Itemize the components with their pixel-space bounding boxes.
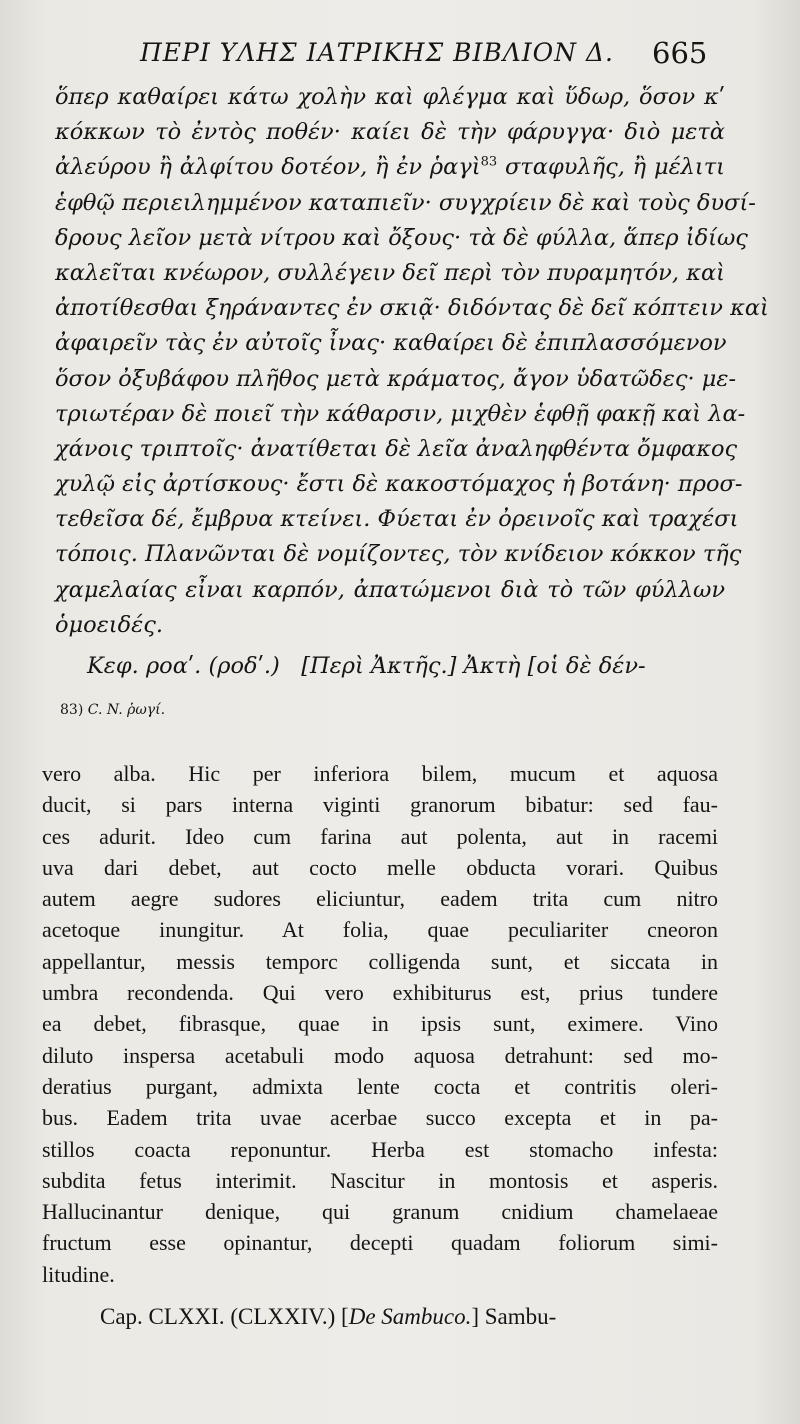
latin-text-block bbox=[42, 758, 718, 1332]
greek-line: χυλῷ εἰς ἀρτίσκους· ἔστι δὲ κακοστόμαχος ἡ βοτάνη· προσ- bbox=[55, 471, 743, 498]
footnote bbox=[60, 702, 165, 718]
latin-line: appellantur, messis temporc colligenda sunt, et siccata in bbox=[42, 948, 718, 974]
footnote-text: C. N. ῥωγί. bbox=[87, 702, 166, 718]
greek-line: τόποις. Πλανῶνται δὲ νομίζοντες, τὸν κνίδειον κόκκον τῆς bbox=[55, 541, 742, 568]
latin-chapter-title: De Sambuco. bbox=[348, 1304, 472, 1330]
greek-line: δρους λεῖον μετὰ νίτρου καὶ ὄξους· τὰ δὲ φύλλα, ἅπερ ἰδίως bbox=[55, 224, 748, 251]
latin-line: ces adurit. Ideo cum farina aut polenta, aut in racemi bbox=[42, 823, 718, 849]
greek-line: ἀποτίθεσθαι ξηράναντες ἐν σκιᾷ· διδόντας δὲ δεῖ κόπτειν καὶ bbox=[55, 295, 769, 322]
latin-line: Hallucinantur denique, qui granum cnidium chamelaeae bbox=[42, 1199, 718, 1225]
greek-text-block bbox=[55, 80, 769, 684]
latin-line: subdita fetus interimit. Nascitur in montosis et asperis. bbox=[42, 1167, 718, 1193]
latin-chapter-heading bbox=[42, 1301, 718, 1332]
latin-line: fructum esse opinantur, decepti quadam foliorum simi- bbox=[42, 1230, 718, 1256]
latin-line: litudine. bbox=[42, 1261, 115, 1287]
latin-line: autem aegre sudores eliciuntur, eadem trita cum nitro bbox=[42, 886, 718, 912]
running-title: ΠΕΡΙ ΥΛΗΣ ΙΑΤΡΙΚΗΣ ΒΙΒΛΙΟΝ Δ. bbox=[140, 38, 614, 67]
greek-chapter-heading bbox=[55, 649, 725, 684]
footnote-marker: 83 bbox=[480, 154, 498, 170]
greek-line: ἀφαιρεῖν τὰς ἐν αὐτοῖς ἶνας· καθαίρει δὲ ἐπιπλασσόμενον bbox=[55, 330, 727, 357]
latin-line: uva dari debet, aut cocto melle obducta vorari. Quibus bbox=[42, 854, 718, 880]
greek-line: τριωτέραν δὲ ποιεῖ τὴν κάθαρσιν, μιχθὲν ἑφθῇ φακῇ καὶ λα- bbox=[55, 400, 746, 427]
greek-line: καλεῖται κνέωρον, συλλέγειν δεῖ περὶ τὸν πυραμητόν, καὶ bbox=[55, 259, 725, 286]
greek-line: ὅπερ καθαίρει κάτω χολὴν καὶ φλέγμα καὶ ὕδωρ, ὅσον κʹ bbox=[55, 84, 725, 110]
greek-line: κόκκων τὸ ἐντὸς ποθέν· καίει δὲ τὴν φάρυγγα· διὸ μετὰ bbox=[55, 119, 725, 146]
greek-line: χαμελαίας εἶναι καρπόν, ἀπατώμενοι διὰ τὸ τῶν φύλλων bbox=[55, 576, 725, 603]
greek-line: ὁμοειδές. bbox=[55, 611, 163, 638]
footnote-number: 83) bbox=[60, 702, 84, 718]
latin-line: diluto inspersa acetabuli modo aquosa detrahunt: sed mo- bbox=[42, 1042, 718, 1068]
greek-chapter-title: [Περὶ Ἀκτῆς.] Ἀκτὴ [οἱ δὲ δέν- bbox=[301, 653, 646, 679]
greek-line: ἑφθῷ περιειλημμένον καταπιεῖν· συγχρίειν δὲ καὶ τοὺς δυσί- bbox=[55, 189, 756, 216]
latin-line: umbra recondenda. Qui vero exhibiturus est, prius tundere bbox=[42, 980, 718, 1006]
latin-chapter-continuation: ] Sambu- bbox=[471, 1304, 557, 1330]
latin-chapter-number: Cap. CLXXI. (CLXXIV.) [ bbox=[100, 1304, 349, 1330]
greek-line-text: σταφυλῆς, ἢ μέλιτι bbox=[504, 154, 725, 181]
page-header bbox=[0, 34, 800, 74]
latin-line: ea debet, fibrasque, quae in ipsis sunt, eximere. Vino bbox=[42, 1011, 718, 1037]
latin-line: ducit, si pars interna viginti granorum bibatur: sed fau- bbox=[42, 792, 718, 818]
greek-line: τεθεῖσα δέ, ἔμβρυα κτείνει. Φύεται ἐν ὀρεινοῖς καὶ τραχέσι bbox=[55, 506, 739, 533]
latin-line: acetoque inungitur. At folia, quae peculiariter cneoron bbox=[42, 917, 718, 943]
latin-line: deratius purgant, admixta lente cocta et contritis oleri- bbox=[42, 1073, 718, 1099]
greek-line bbox=[55, 150, 725, 185]
latin-line: bus. Eadem trita uvae acerbae succo excepta et in pa- bbox=[42, 1105, 718, 1131]
greek-line: χάνοις τριπτοῖς· ἀνατίθεται δὲ λεῖα ἀναληφθέντα ὄμφακος bbox=[55, 435, 738, 462]
greek-line: ὅσον ὀξυβάφου πλῆθος μετὰ κράματος, ἄγον ὑδατῶδες· με- bbox=[55, 365, 737, 392]
latin-line: vero alba. Hic per inferiora bilem, mucum et aquosa bbox=[42, 761, 718, 786]
greek-chapter-number: Κεφ. ροαʹ. (ροδʹ.) bbox=[87, 653, 280, 679]
greek-line-text: ἀλεύρου ἢ ἀλφίτου δοτέον, ἢ ἐν ῥαγὶ bbox=[55, 154, 481, 181]
latin-line: stillos coacta reponuntur. Herba est stomacho infesta: bbox=[42, 1136, 718, 1162]
page-number: 665 bbox=[652, 36, 708, 70]
